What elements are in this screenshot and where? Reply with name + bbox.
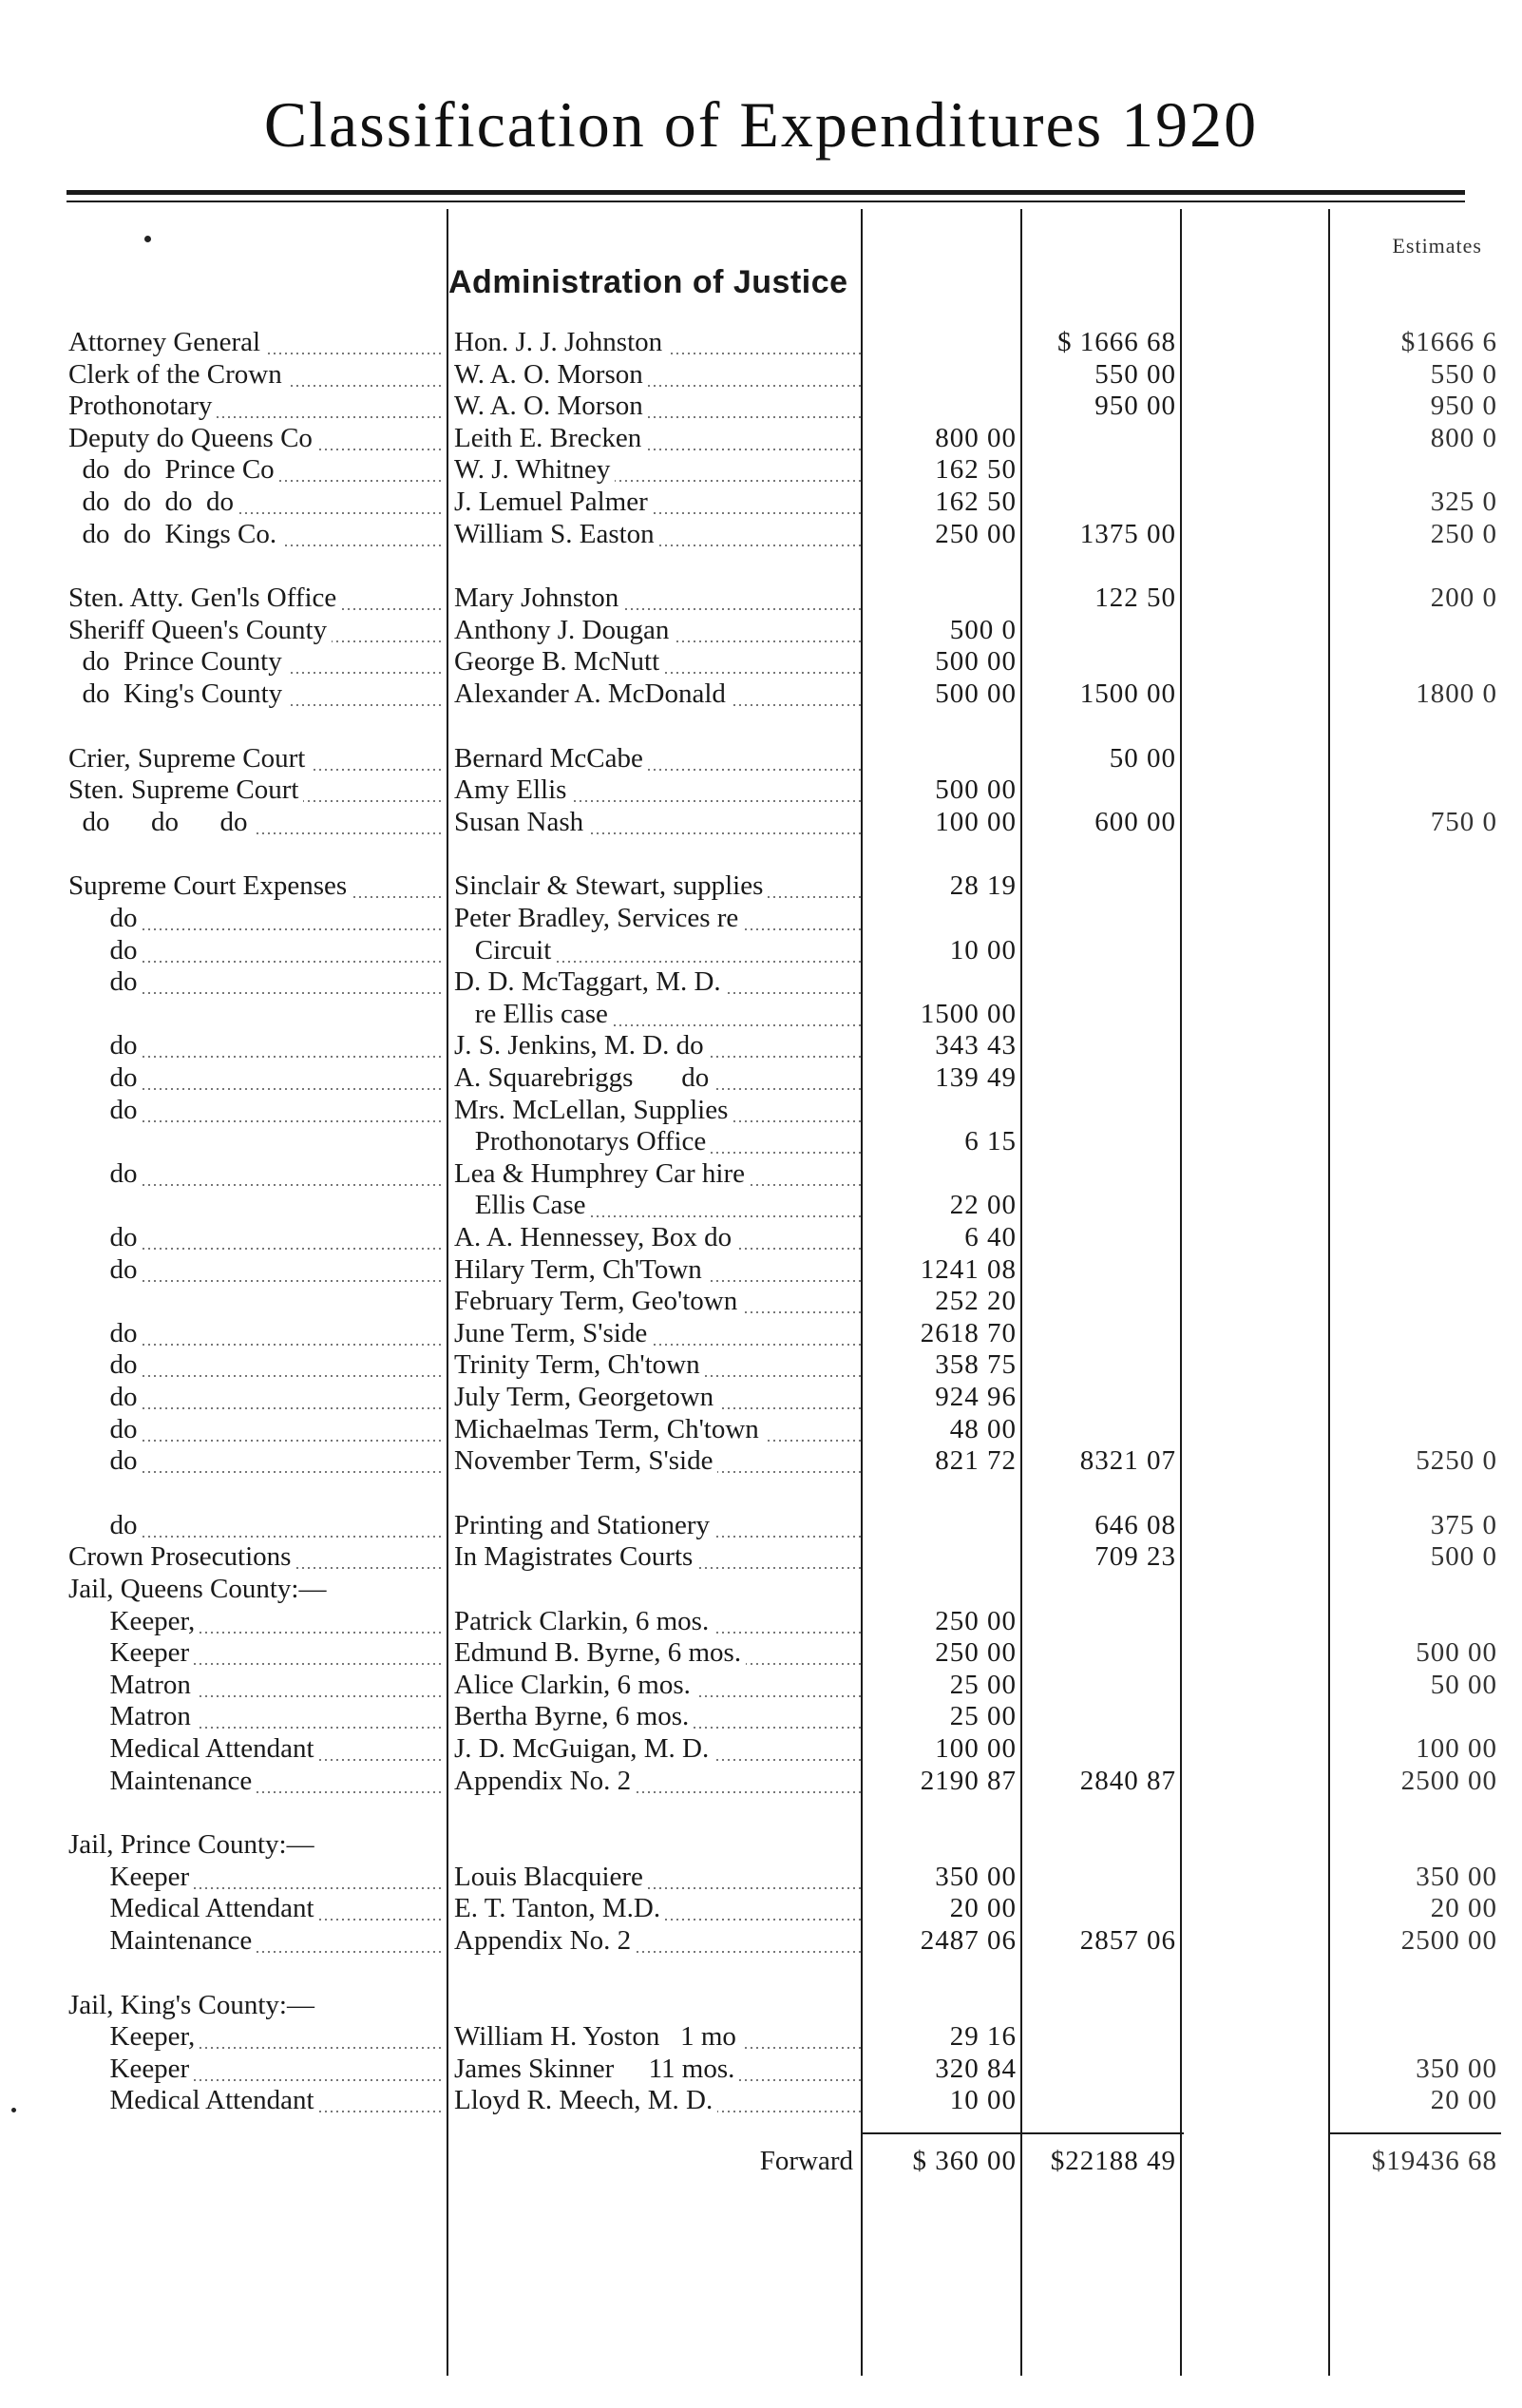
row-payee: W. A. O. Morson bbox=[454, 359, 861, 391]
row-payee: Patrick Clarkin, 6 mos. bbox=[454, 1606, 861, 1637]
row-payee: Circuit bbox=[454, 935, 861, 966]
row-estimate: 50 00 bbox=[1430, 1669, 1497, 1700]
table-row bbox=[0, 1701, 1522, 1732]
row-label: Jail, Queens County:— bbox=[68, 1574, 327, 1604]
table-row bbox=[0, 2021, 1522, 2053]
table-row bbox=[0, 1670, 1522, 1701]
title-rule-thin bbox=[67, 201, 1465, 202]
row-estimate: 200 0 bbox=[1430, 583, 1497, 614]
row-amount-1: 800 00 bbox=[935, 422, 1017, 453]
row-payee: Hon. J. J. Johnston bbox=[454, 327, 861, 358]
row-label: do do do do bbox=[68, 487, 445, 518]
title-rule-thick bbox=[67, 190, 1465, 195]
table-row bbox=[0, 583, 1522, 614]
table-row bbox=[0, 935, 1522, 966]
row-estimate: 1800 0 bbox=[1416, 678, 1497, 709]
forward-amount-2: $22188 49 bbox=[1050, 2146, 1176, 2176]
row-payee: Alice Clarkin, 6 mos. bbox=[454, 1670, 861, 1701]
row-estimate: 20 00 bbox=[1430, 1893, 1497, 1924]
table-row bbox=[0, 1095, 1522, 1126]
row-estimate: $1666 6 bbox=[1400, 327, 1497, 357]
row-amount-2: 2857 06 bbox=[1079, 1925, 1176, 1956]
row-label: Keeper bbox=[68, 1862, 445, 1893]
table-row bbox=[0, 903, 1522, 934]
estimates-column-header: Estimates bbox=[1392, 234, 1482, 258]
row-estimate: 500 00 bbox=[1416, 1637, 1497, 1669]
row-amount-1: 10 00 bbox=[949, 2085, 1017, 2116]
row-amount-1: 29 16 bbox=[949, 2021, 1017, 2053]
table-row bbox=[0, 1286, 1522, 1317]
table-row bbox=[0, 615, 1522, 646]
row-amount-1: 500 00 bbox=[935, 774, 1017, 806]
row-payee: Alexander A. McDonald bbox=[454, 678, 861, 710]
row-amount-1: 10 00 bbox=[949, 934, 1017, 965]
row-label: Supreme Court Expenses bbox=[68, 870, 445, 902]
table-row bbox=[0, 1893, 1522, 1924]
row-payee: Printing and Stationery bbox=[454, 1510, 861, 1541]
table-row bbox=[0, 1829, 1522, 1861]
row-amount-1: 250 00 bbox=[935, 1637, 1017, 1669]
table-row bbox=[0, 1574, 1522, 1605]
table-row bbox=[0, 1414, 1522, 1445]
row-payee: Sinclair & Stewart, supplies bbox=[454, 870, 861, 902]
table-row bbox=[0, 743, 1522, 774]
row-payee: Prothonotarys Office bbox=[454, 1126, 861, 1157]
row-label: Medical Attendant bbox=[68, 1733, 445, 1765]
row-amount-1: 2190 87 bbox=[920, 1765, 1017, 1796]
row-amount-1: 250 00 bbox=[935, 518, 1017, 549]
table-row bbox=[0, 1222, 1522, 1253]
row-amount-1: 6 15 bbox=[964, 1126, 1017, 1157]
row-payee: E. T. Tanton, M.D. bbox=[454, 1893, 861, 1924]
row-payee: Mrs. McLellan, Supplies bbox=[454, 1095, 861, 1126]
row-payee: Trinity Term, Ch'town bbox=[454, 1349, 861, 1381]
row-label: do bbox=[68, 935, 445, 966]
row-amount-1: 20 00 bbox=[949, 1893, 1017, 1924]
row-label: Matron bbox=[68, 1701, 445, 1732]
row-amount-1: 358 75 bbox=[935, 1349, 1017, 1381]
row-amount-1: 1241 08 bbox=[920, 1253, 1017, 1285]
row-amount-1: 25 00 bbox=[949, 1669, 1017, 1700]
row-amount-1: 48 00 bbox=[949, 1413, 1017, 1444]
row-payee: Lloyd R. Meech, M. D. bbox=[454, 2085, 861, 2116]
row-payee: J. S. Jenkins, M. D. do bbox=[454, 1030, 861, 1061]
row-amount-1: 821 72 bbox=[935, 1445, 1017, 1477]
row-label: Jail, Prince County:— bbox=[68, 1829, 314, 1861]
row-payee: Peter Bradley, Services re bbox=[454, 903, 861, 934]
row-payee: Hilary Term, Ch'Town bbox=[454, 1254, 861, 1286]
row-payee: Louis Blacquiere bbox=[454, 1862, 861, 1893]
page-title: Classification of Expenditures 1920 bbox=[263, 88, 1259, 161]
table-row bbox=[0, 2085, 1522, 2116]
row-amount-2: 950 00 bbox=[1094, 391, 1176, 422]
row-label: do bbox=[68, 966, 445, 998]
row-amount-1: 22 00 bbox=[949, 1190, 1017, 1221]
row-label: do bbox=[68, 1445, 445, 1477]
row-label: Maintenance bbox=[68, 1766, 445, 1797]
row-payee: In Magistrates Courts bbox=[454, 1541, 861, 1573]
table-row bbox=[0, 487, 1522, 518]
row-estimate: 2500 00 bbox=[1400, 1925, 1497, 1956]
row-label: do Prince County bbox=[68, 646, 445, 678]
row-amount-2: $ 1666 68 bbox=[1057, 327, 1176, 357]
row-estimate: 375 0 bbox=[1430, 1509, 1497, 1540]
row-amount-1: 2487 06 bbox=[920, 1925, 1017, 1956]
row-payee: J. Lemuel Palmer bbox=[454, 487, 861, 518]
row-payee: J. D. McGuigan, M. D. bbox=[454, 1733, 861, 1765]
table-row bbox=[0, 1126, 1522, 1157]
table-row bbox=[0, 1733, 1522, 1765]
row-payee: A. Squarebriggs do bbox=[454, 1062, 861, 1094]
row-label: Matron bbox=[68, 1670, 445, 1701]
row-amount-1: 343 43 bbox=[935, 1030, 1017, 1061]
row-label: Keeper, bbox=[68, 2021, 445, 2053]
row-label: Sheriff Queen's County bbox=[68, 615, 445, 646]
row-payee: Lea & Humphrey Car hire bbox=[454, 1158, 861, 1190]
row-estimate: 350 00 bbox=[1416, 1861, 1497, 1892]
row-label: Maintenance bbox=[68, 1925, 445, 1957]
row-payee: Bertha Byrne, 6 mos. bbox=[454, 1701, 861, 1732]
row-payee: Leith E. Brecken bbox=[454, 423, 861, 454]
table-row bbox=[0, 1382, 1522, 1413]
row-amount-2: 1500 00 bbox=[1079, 678, 1176, 709]
row-label: Keeper, bbox=[68, 1606, 445, 1637]
row-payee: D. D. McTaggart, M. D. bbox=[454, 966, 861, 998]
row-label: Medical Attendant bbox=[68, 1893, 445, 1924]
row-label: Sten. Atty. Gen'ls Office bbox=[68, 583, 445, 614]
table-row bbox=[0, 327, 1522, 358]
table-row bbox=[0, 774, 1522, 806]
row-estimate: 20 00 bbox=[1430, 2085, 1497, 2116]
row-estimate: 950 0 bbox=[1430, 391, 1497, 422]
row-label: Medical Attendant bbox=[68, 2085, 445, 2116]
row-amount-2: 646 08 bbox=[1094, 1509, 1176, 1540]
table-row bbox=[0, 1349, 1522, 1381]
total-rule bbox=[1328, 2132, 1501, 2134]
row-label: Attorney General bbox=[68, 327, 445, 358]
forward-label: Forward bbox=[759, 2146, 853, 2176]
row-amount-1: 139 49 bbox=[935, 1062, 1017, 1093]
row-payee: Appendix No. 2 bbox=[454, 1925, 861, 1957]
row-label: do bbox=[68, 1382, 445, 1413]
table-row bbox=[0, 1318, 1522, 1349]
row-label: do do Prince Co bbox=[68, 454, 445, 486]
row-label: Prothonotary bbox=[68, 391, 445, 422]
row-amount-2: 2840 87 bbox=[1079, 1765, 1176, 1796]
row-amount-1: 924 96 bbox=[935, 1382, 1017, 1412]
row-amount-1: 320 84 bbox=[935, 2053, 1017, 2084]
row-amount-2: 50 00 bbox=[1109, 742, 1176, 774]
row-amount-2: 550 00 bbox=[1094, 358, 1176, 390]
row-label: Deputy do Queens Co bbox=[68, 423, 445, 454]
row-amount-2: 8321 07 bbox=[1079, 1445, 1176, 1477]
row-payee: A. A. Hennessey, Box do bbox=[454, 1222, 861, 1253]
row-amount-1: 100 00 bbox=[935, 806, 1017, 837]
table-row bbox=[0, 1637, 1522, 1669]
forward-row bbox=[0, 2146, 1522, 2177]
row-label: do bbox=[68, 903, 445, 934]
table-row bbox=[0, 1445, 1522, 1477]
section-heading: Administration of Justice bbox=[448, 264, 848, 300]
row-payee: Amy Ellis bbox=[454, 774, 861, 806]
row-estimate: 325 0 bbox=[1430, 487, 1497, 517]
row-label: Sten. Supreme Court bbox=[68, 774, 445, 806]
row-payee: Bernard McCabe bbox=[454, 743, 861, 774]
table-row bbox=[0, 1862, 1522, 1893]
row-label: do do do bbox=[68, 807, 445, 838]
forward-estimate: $19436 68 bbox=[1371, 2146, 1497, 2176]
row-label: do do Kings Co. bbox=[68, 519, 445, 550]
row-label: do bbox=[68, 1030, 445, 1061]
row-estimate: 550 0 bbox=[1430, 358, 1497, 390]
row-payee: Michaelmas Term, Ch'town bbox=[454, 1414, 861, 1445]
row-payee: July Term, Georgetown bbox=[454, 1382, 861, 1413]
row-payee: George B. McNutt bbox=[454, 646, 861, 678]
row-payee: William S. Easton bbox=[454, 519, 861, 550]
row-label: Crier, Supreme Court bbox=[68, 743, 445, 774]
row-payee: William H. Yoston 1 mo bbox=[454, 2021, 861, 2053]
row-amount-1: 25 00 bbox=[949, 1701, 1017, 1732]
row-payee: James Skinner 11 mos. bbox=[454, 2054, 861, 2085]
row-amount-1: 500 00 bbox=[935, 646, 1017, 678]
row-label: do bbox=[68, 1414, 445, 1445]
row-estimate: 100 00 bbox=[1416, 1733, 1497, 1764]
row-amount-2: 600 00 bbox=[1094, 806, 1176, 837]
row-amount-1: 1500 00 bbox=[920, 998, 1017, 1029]
row-amount-1: 100 00 bbox=[935, 1733, 1017, 1764]
table-row bbox=[0, 1030, 1522, 1061]
row-payee: November Term, S'side bbox=[454, 1445, 861, 1477]
row-estimate: 5250 0 bbox=[1416, 1445, 1497, 1477]
table-row bbox=[0, 2054, 1522, 2085]
table-row bbox=[0, 1158, 1522, 1190]
table-row bbox=[0, 1990, 1522, 2021]
table-row bbox=[0, 966, 1522, 998]
row-amount-1: 500 0 bbox=[949, 614, 1017, 645]
row-label: do bbox=[68, 1318, 445, 1349]
row-amount-1: 500 00 bbox=[935, 678, 1017, 709]
row-payee: Anthony J. Dougan bbox=[454, 615, 861, 646]
row-amount-1: 250 00 bbox=[935, 1605, 1017, 1636]
table-row bbox=[0, 454, 1522, 486]
table-row bbox=[0, 646, 1522, 678]
row-estimate: 750 0 bbox=[1430, 806, 1497, 837]
row-estimate: 800 0 bbox=[1430, 422, 1497, 453]
table-row bbox=[0, 1510, 1522, 1541]
row-estimate: 2500 00 bbox=[1400, 1765, 1497, 1796]
row-label: Jail, King's County:— bbox=[68, 1989, 314, 2020]
row-amount-1: 162 50 bbox=[935, 454, 1017, 486]
row-amount-1: 28 19 bbox=[949, 870, 1017, 902]
row-label: Keeper bbox=[68, 1637, 445, 1669]
table-row bbox=[0, 999, 1522, 1030]
row-amount-2: 122 50 bbox=[1094, 583, 1176, 614]
row-amount-1: 252 20 bbox=[935, 1286, 1017, 1317]
row-label: do bbox=[68, 1062, 445, 1094]
row-payee: Mary Johnston bbox=[454, 583, 861, 614]
table-row bbox=[0, 1062, 1522, 1094]
row-estimate: 350 00 bbox=[1416, 2053, 1497, 2084]
table-row bbox=[0, 423, 1522, 454]
row-estimate: 500 0 bbox=[1430, 1541, 1497, 1573]
table-row bbox=[0, 1925, 1522, 1957]
row-payee: re Ellis case bbox=[454, 999, 861, 1030]
row-label: do bbox=[68, 1222, 445, 1253]
row-amount-2: 709 23 bbox=[1094, 1541, 1176, 1573]
row-label: Crown Prosecutions bbox=[68, 1541, 445, 1573]
row-payee: February Term, Geo'town bbox=[454, 1286, 861, 1317]
row-payee: W. A. O. Morson bbox=[454, 391, 861, 422]
dot-mark bbox=[144, 236, 151, 242]
row-label: do bbox=[68, 1510, 445, 1541]
row-label: do bbox=[68, 1095, 445, 1126]
table-row bbox=[0, 870, 1522, 902]
row-payee: Appendix No. 2 bbox=[454, 1766, 861, 1797]
row-amount-1: 350 00 bbox=[935, 1861, 1017, 1892]
row-estimate: 250 0 bbox=[1430, 518, 1497, 549]
row-amount-1: 6 40 bbox=[964, 1222, 1017, 1252]
table-row bbox=[0, 678, 1522, 710]
row-label: do bbox=[68, 1349, 445, 1381]
table-row bbox=[0, 1254, 1522, 1286]
table-row bbox=[0, 807, 1522, 838]
row-payee: Ellis Case bbox=[454, 1190, 861, 1221]
row-label: Clerk of the Crown bbox=[68, 359, 445, 391]
table-row bbox=[0, 1541, 1522, 1573]
row-label: do King's County bbox=[68, 678, 445, 710]
row-payee: W. J. Whitney bbox=[454, 454, 861, 486]
table-row bbox=[0, 1190, 1522, 1221]
row-amount-1: 2618 70 bbox=[920, 1317, 1017, 1348]
total-rule bbox=[861, 2132, 1184, 2134]
row-label: Keeper bbox=[68, 2054, 445, 2085]
row-label: do bbox=[68, 1158, 445, 1190]
table-row bbox=[0, 519, 1522, 550]
table-row bbox=[0, 1606, 1522, 1637]
row-payee: Edmund B. Byrne, 6 mos. bbox=[454, 1637, 861, 1669]
row-amount-1: 162 50 bbox=[935, 487, 1017, 517]
row-payee: June Term, S'side bbox=[454, 1318, 861, 1349]
row-amount-2: 1375 00 bbox=[1079, 518, 1176, 549]
row-label: do bbox=[68, 1254, 445, 1286]
forward-amount-1: $ 360 00 bbox=[912, 2146, 1017, 2176]
table-row bbox=[0, 359, 1522, 391]
table-row bbox=[0, 1766, 1522, 1797]
table-row bbox=[0, 391, 1522, 422]
row-payee: Susan Nash bbox=[454, 807, 861, 838]
